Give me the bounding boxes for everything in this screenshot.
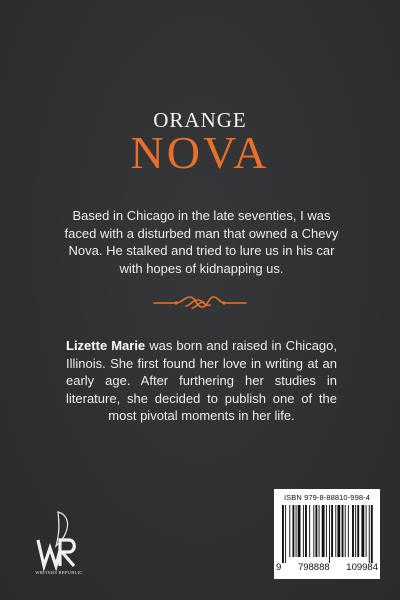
barcode-digits-group-1: 798888 bbox=[297, 562, 330, 573]
barcode-bar bbox=[342, 505, 344, 557]
barcode-bar bbox=[348, 505, 349, 557]
barcode-bar bbox=[366, 505, 367, 557]
barcode-bar bbox=[309, 505, 310, 557]
barcode-bar bbox=[319, 505, 320, 557]
barcode-bar bbox=[337, 505, 340, 557]
publisher-name: WRITERS REPUBLIC bbox=[35, 570, 83, 575]
barcode-bar bbox=[355, 505, 356, 557]
barcode-bar bbox=[292, 505, 294, 557]
barcode-digits bbox=[276, 562, 378, 573]
barcode-bar bbox=[345, 505, 346, 557]
barcode-bar bbox=[298, 505, 301, 557]
title-line-2: NOVA bbox=[130, 127, 270, 178]
barcode-bar bbox=[322, 505, 325, 557]
author-bio-text: was born and raised in Chicago, Illinois. She first found her love in writing at an early age. After furthering her studies in literature, she decided to publish one of the most pivotal moments in her life. bbox=[66, 338, 337, 423]
barcode-bar bbox=[315, 505, 317, 557]
barcode-bar bbox=[357, 505, 359, 557]
barcode-bar bbox=[371, 505, 373, 563]
barcode-bar bbox=[289, 505, 290, 557]
barcode-bars-icon bbox=[282, 505, 374, 563]
ornament-divider-icon bbox=[152, 293, 248, 311]
barcode-digit-lead: 9 bbox=[276, 562, 282, 573]
barcode-bar bbox=[331, 505, 333, 557]
barcode-bar bbox=[369, 505, 370, 563]
publisher-logo-icon bbox=[36, 510, 82, 572]
barcode-bar bbox=[335, 505, 336, 557]
barcode-bar bbox=[303, 505, 304, 557]
author-name: Lizette Marie bbox=[66, 338, 146, 353]
barcode-bar bbox=[285, 505, 286, 563]
isbn-barcode bbox=[274, 489, 380, 579]
barcode-bar bbox=[329, 505, 330, 563]
barcode-digits-group-2: 109984 bbox=[346, 562, 378, 573]
title-line-1: ORANGE bbox=[153, 108, 247, 132]
barcode-bar bbox=[352, 505, 354, 557]
book-blurb: Based in Chicago in the late seventies, I was faced with a disturbed man that owned a Chevy Nova. He stalked and tried to lure us in his car with hopes of kidnapping us. bbox=[64, 208, 339, 276]
barcode-bar bbox=[296, 505, 297, 557]
barcode-bar bbox=[305, 505, 307, 557]
barcode-bar bbox=[361, 505, 364, 557]
barcode-bar bbox=[282, 505, 284, 563]
barcode-bar bbox=[326, 505, 327, 557]
barcode-bar bbox=[313, 505, 314, 557]
isbn-label: ISBN 979-8-88810-998-4 bbox=[283, 493, 370, 502]
author-bio bbox=[66, 337, 337, 425]
